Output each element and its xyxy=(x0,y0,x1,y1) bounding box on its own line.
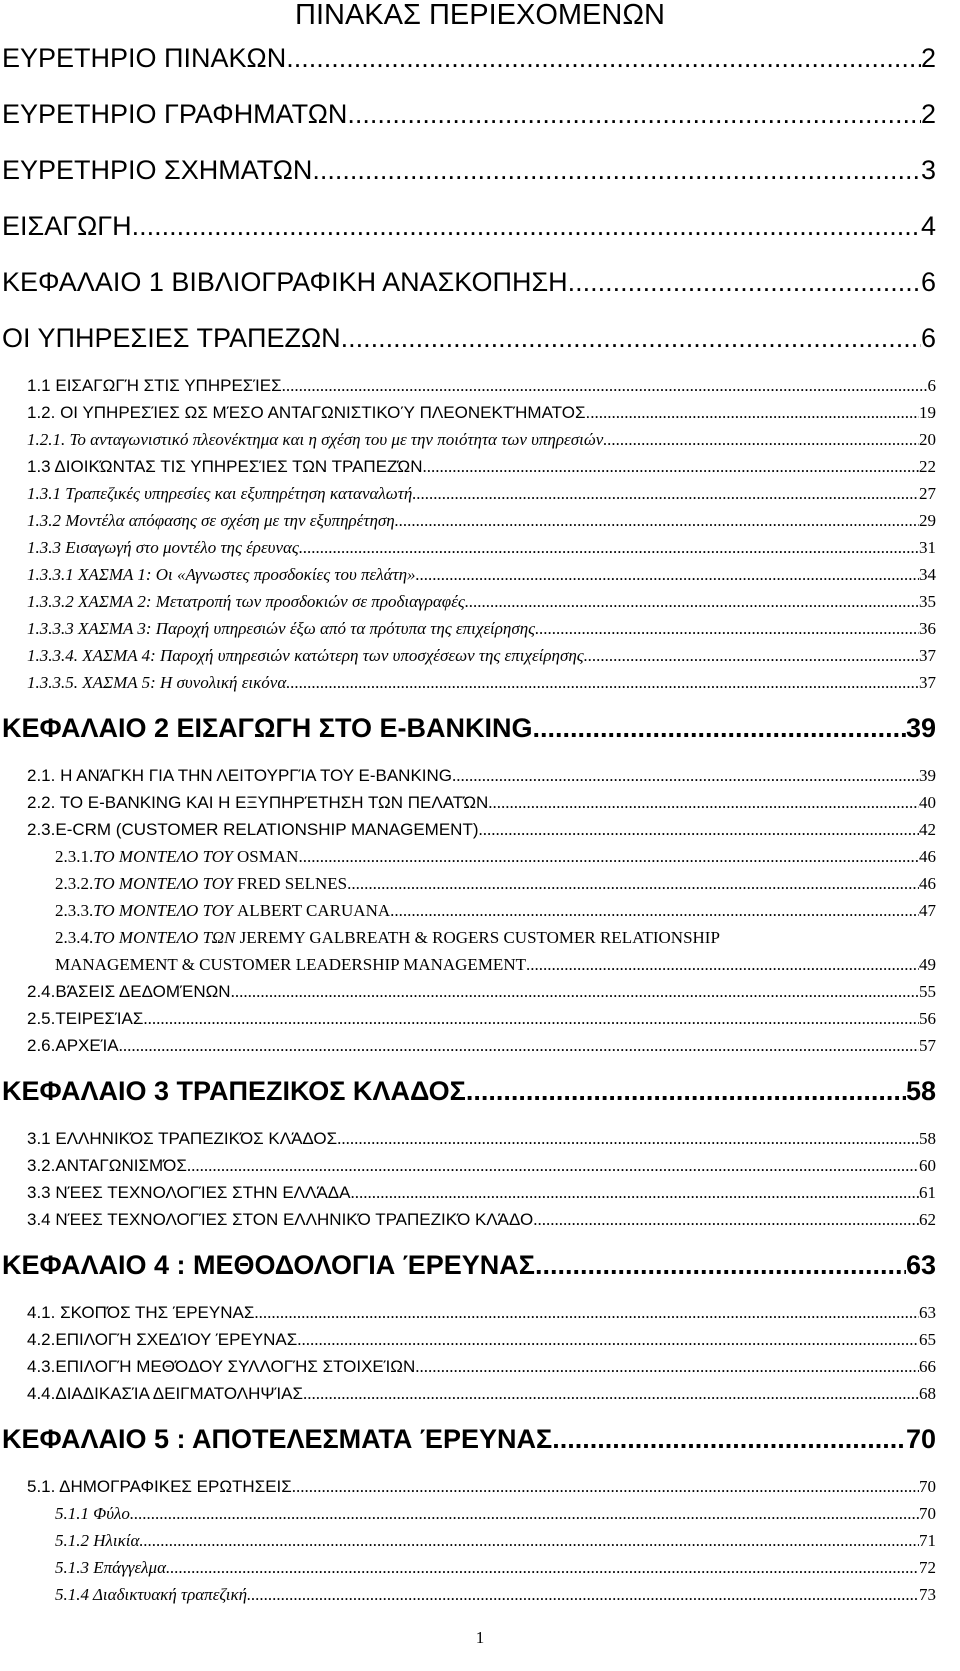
toc-leader xyxy=(395,507,919,534)
toc-leader xyxy=(533,1206,919,1233)
toc-entry[interactable] xyxy=(0,1473,960,1500)
toc-entry-page: 35 xyxy=(919,592,936,611)
toc-leader xyxy=(286,30,921,86)
toc-entry-page: 6 xyxy=(920,267,936,297)
toc-entry-page: 70 xyxy=(905,1424,936,1454)
toc-entry-label: ΕΥΡΕΤΗΡΙΟ ΓΡΑΦΗΜΑΤΩΝ xyxy=(2,99,348,129)
toc-entry-label: 1.1 ΕΙΣΑΓΩΓΉ ΣΤΙΣ ΥΠΗΡΕΣΊΕΣ xyxy=(27,376,282,395)
toc-entry-page: 56 xyxy=(919,1009,936,1028)
toc-entry[interactable] xyxy=(0,762,960,789)
toc-entry-page: 3 xyxy=(920,155,936,185)
toc-entry-page: 66 xyxy=(919,1357,936,1376)
toc-entry-label: 5.1.1 Φύλο xyxy=(55,1504,130,1523)
toc-leader xyxy=(533,698,906,758)
toc-entry-label: 1.3.3.4. ΧΑΣΜΑ 4: Παροχή υπηρεσιών κατώτερη των υποσχέσεων της επιχείρησης xyxy=(27,646,584,665)
toc-leader xyxy=(292,1473,919,1500)
toc-entry-label: ΚΕΦΑΛΑΙΟ 1 ΒΙΒΛΙΟΓΡΑΦΙΚΗ ΑΝΑΣΚΟΠΗΣΗ. xyxy=(2,267,576,297)
toc-entry[interactable]: 2.3.4.ΤΟ ΜΟΝΤΕΛΟ ΤΩΝ JEREMY GALBREATH & ROGERS CUSTOMER RELATIONSHIP xyxy=(55,928,720,947)
toc-leader xyxy=(488,789,919,816)
toc-entry-page: 49 xyxy=(919,955,936,974)
toc-entry[interactable] xyxy=(0,453,960,480)
toc-entry-label: MANAGEMENT & CUSTOMER LEADERSHIP MANAGEMENT xyxy=(55,955,526,974)
toc-entry-label: 1.2. ΟΙ ΥΠΗΡΕΣΊΕΣ ΩΣ ΜΈΣΟ ΑΝΤΑΓΩΝΙΣΤΙΚΟΎ ΠΛΕΟΝΕΚΤΉΜΑΤΟΣ. xyxy=(27,403,591,422)
toc-entry-label: 5.1.4 Διαδικτυακή τραπεζική xyxy=(55,1585,248,1604)
toc-entry-page: 6 xyxy=(927,376,936,395)
toc-entry-label: 5.1.3 Επάγγελμα xyxy=(55,1558,166,1577)
toc-entry-label: 1.3.1 Τραπεζικές υπηρεσίες και εξυπηρέτηση καταναλωτή xyxy=(27,484,413,503)
toc-entry-page: 55 xyxy=(919,982,936,1001)
toc-entry-label: 3.3 ΝΈΕΣ ΤΕΧΝΟΛΟΓΊΕΣ ΣΤΗΝ ΕΛΛΆΔΑ xyxy=(27,1183,351,1202)
toc-entry[interactable] xyxy=(0,669,960,696)
toc-leader xyxy=(286,669,919,696)
toc-entry[interactable] xyxy=(0,1581,960,1608)
toc-entry-page: 47 xyxy=(919,901,936,920)
toc-leader xyxy=(297,1326,919,1353)
toc-entry-label: 2.3.2.ΤΟ ΜΟΝΤΕΛΟ ΤΟΥ FRED SELNES xyxy=(55,874,348,893)
page-number: 1 xyxy=(475,1628,485,1647)
toc-entry[interactable] xyxy=(0,615,960,642)
toc-leader xyxy=(312,142,921,198)
toc-entry[interactable] xyxy=(0,1125,960,1152)
toc-entry-label: ΚΕΦΑΛΑΙΟ 5 : ΑΠΟΤΕΛΕΣΜΑΤΑ ΈΡΕΥΝΑΣ xyxy=(2,1424,553,1454)
toc-entry[interactable] xyxy=(0,372,960,399)
toc-entry[interactable] xyxy=(0,816,960,843)
toc-entry-label: 1.3.3 Εισαγωγή στο μοντέλο της έρευνας xyxy=(27,538,299,557)
toc-entry-label: ΚΕΦΑΛΑΙΟ 2 ΕΙΣΑΓΩΓΗ ΣΤΟ E-BANKING xyxy=(2,713,533,743)
toc-entry[interactable] xyxy=(0,1206,960,1233)
toc-leader xyxy=(526,951,919,978)
toc-entry-label: 4.1. ΣΚΟΠΌΣ ΤΗΣ ΈΡΕΥΝΑΣ xyxy=(27,1303,255,1322)
toc-entry[interactable] xyxy=(0,142,960,198)
toc-entry[interactable] xyxy=(0,1380,960,1407)
toc-entry-page: 63 xyxy=(919,1303,936,1322)
toc-entry-page: 37 xyxy=(919,646,936,665)
toc-entry[interactable] xyxy=(0,507,960,534)
toc-entry-label: ΟΙ ΥΠΗΡΕΣΙΕΣ ΤΡΑΠΕΖΩΝ xyxy=(2,323,341,353)
toc-entry[interactable] xyxy=(0,86,960,142)
toc-leader xyxy=(166,1554,919,1581)
toc-title: ΠΙΝΑΚΑΣ ΠΕΡΙΕΧΟΜΕΝΩΝ xyxy=(295,0,665,31)
toc-entry-page: 42 xyxy=(919,820,936,839)
toc-leader xyxy=(254,1299,919,1326)
toc-entry[interactable] xyxy=(0,1235,960,1295)
toc-leader xyxy=(422,453,919,480)
toc-leader xyxy=(341,310,921,366)
toc-leader xyxy=(584,642,919,669)
toc-entry-page: 46 xyxy=(919,847,936,866)
toc-entry-label: 1.3 ΔΙΟΙΚΏΝΤΑΣ ΤΙΣ ΥΠΗΡΕΣΊΕΣ ΤΩΝ ΤΡΑΠΕΖΏΝ xyxy=(27,457,423,476)
toc-entry[interactable] xyxy=(0,399,960,426)
toc-entry-label: 2.6.ΑΡΧΕΊΑ xyxy=(27,1036,119,1055)
toc-entry[interactable] xyxy=(0,698,960,758)
toc-entry-page: 58 xyxy=(905,1076,936,1106)
toc-entry[interactable] xyxy=(0,426,960,453)
toc-leader xyxy=(416,561,919,588)
toc-entry-label: 4.2.ΕΠΙΛΟΓΉ ΣΧΕΔΊΟΥ ΈΡΕΥΝΑΣ xyxy=(27,1330,298,1349)
toc-entry-page: 37 xyxy=(919,673,936,692)
toc-entry-label: 5.1.2 Ηλικία xyxy=(55,1531,140,1550)
toc-entry-label: 3.2.ΑΝΤΑΓΩΝΙΣΜΌΣ xyxy=(27,1156,187,1175)
toc-entry-label: 4.3.ΕΠΙΛΟΓΉ ΜΕΘΌΔΟΥ ΣΥΛΛΟΓΉΣ ΣΤΟΙΧΕΊΩΝ xyxy=(27,1357,416,1376)
toc-leader xyxy=(187,1152,919,1179)
toc-entry-page: 57 xyxy=(919,1036,936,1055)
toc-entry[interactable] xyxy=(0,480,960,507)
toc-entry-label: ΕΥΡΕΤΗΡΙΟ ΣΧΗΜΑΤΩΝ xyxy=(2,155,313,185)
toc-entry-page: 68 xyxy=(919,1384,936,1403)
toc-entry-label: 2.1. Η ΑΝΆΓΚΗ ΓΙΑ ΤΗΝ ΛΕΙΤΟΥΡΓΊΑ ΤΟΥ E-BANKING xyxy=(27,766,453,785)
toc-leader xyxy=(337,1125,919,1152)
toc-leader xyxy=(347,86,921,142)
toc-leader xyxy=(535,615,919,642)
toc-entry-label: 2.2. ΤΟ E-BANKING ΚΑΙ Η ΕΞΥΠΗΡΈΤΗΣΗ ΤΩΝ ΠΕΛΑΤΏΝ xyxy=(27,793,489,812)
toc-entry-label: 2.3.1.ΤΟ ΜΟΝΤΕΛΟ ΤΟΥ OSMAN xyxy=(55,847,299,866)
toc-entry[interactable] xyxy=(0,1152,960,1179)
toc-leader xyxy=(298,843,919,870)
toc-entry[interactable] xyxy=(0,534,960,561)
toc-entry-label: 2.4.ΒΆΣΕΙΣ ΔΕΔΟΜΈΝΩΝ xyxy=(27,982,231,1001)
toc-entry-page: 6 xyxy=(920,323,936,353)
toc-entry-page: 36 xyxy=(919,619,936,638)
toc-leader xyxy=(575,254,921,310)
toc-leader xyxy=(132,198,921,254)
toc-leader xyxy=(552,1409,906,1469)
toc-leader xyxy=(350,1179,919,1206)
toc-entry-label: 2.3.3.ΤΟ ΜΟΝΤΕΛΟ ΤΟΥ ALBERT CARUANA xyxy=(55,901,391,920)
toc-entry-label: 2.5.ΤΕΙΡΕΣΊΑΣ xyxy=(27,1009,144,1028)
toc-entry-label: ΕΙΣΑΓΩΓΗ xyxy=(2,211,132,241)
toc-leader xyxy=(465,588,919,615)
toc-entry-label: 1.2.1. Το ανταγωνιστικό πλεονέκτημα και η σχέση του με την ποιότητα των υπηρεσιών xyxy=(27,430,604,449)
toc-entry-label: 3.1 ΕΛΛΗΝΙΚΌΣ ΤΡΑΠΕΖΙΚΌΣ ΚΛΆΔΟΣ xyxy=(27,1129,338,1148)
toc-entry-page: 34 xyxy=(919,565,936,584)
toc-leader xyxy=(247,1581,919,1608)
toc-leader xyxy=(347,870,919,897)
toc-leader xyxy=(299,534,919,561)
toc-entry-page: 73 xyxy=(919,1585,936,1604)
toc-entry[interactable] xyxy=(0,1326,960,1353)
toc-entry[interactable] xyxy=(0,642,960,669)
toc-entry-page: 61 xyxy=(919,1183,936,1202)
toc-entry-label: ΚΕΦΑΛΑΙΟ 4 : ΜΕΘΟΔΟΛΟΓΙΑ ΈΡΕΥΝΑΣ xyxy=(2,1250,535,1280)
toc-entry-page: 72 xyxy=(919,1558,936,1577)
toc-entry-page: 29 xyxy=(919,511,936,530)
toc-leader xyxy=(390,897,919,924)
toc-entry[interactable] xyxy=(0,254,960,310)
toc-entry-label: 5.1. ΔΗΜΟΓΡΑΦΙΚΕΣ ΕΡΩΤΗΣΕΙΣ xyxy=(27,1477,292,1496)
toc-entry-page: 39 xyxy=(905,713,936,743)
toc-entry-page: 27 xyxy=(919,484,936,503)
toc-entry-label: ΚΕΦΑΛΑΙΟ 3 ΤΡΑΠΕΖΙΚΟΣ ΚΛΑΔΟΣ xyxy=(2,1076,466,1106)
toc-entry-label: 2.3.E-CRM (CUSTOMER RELATIONSHIP MANAGEMENT) xyxy=(27,820,479,839)
toc-entry-label: 3.4 ΝΈΕΣ ΤΕΧΝΟΛΟΓΊΕΣ ΣΤΟΝ ΕΛΛΗΝΙΚΌ ΤΡΑΠΕΖΙΚΌ ΚΛΆΔΟ xyxy=(27,1210,534,1229)
toc-leader xyxy=(535,1235,906,1295)
toc-leader xyxy=(603,426,919,453)
toc-entry-page: 31 xyxy=(919,538,936,557)
toc-entry-page: 2 xyxy=(920,99,936,129)
toc-leader xyxy=(412,480,919,507)
toc-entry[interactable] xyxy=(0,588,960,615)
toc-entry[interactable] xyxy=(0,843,960,870)
toc-entry[interactable] xyxy=(0,198,960,254)
toc-entry-page: 63 xyxy=(905,1250,936,1280)
toc-entry[interactable] xyxy=(0,1554,960,1581)
toc-entry[interactable] xyxy=(0,310,960,366)
toc-entry[interactable] xyxy=(0,789,960,816)
toc-leader xyxy=(231,978,919,1005)
toc-entry-label: ΕΥΡΕΤΗΡΙΟ ΠΙΝΑΚΩΝ xyxy=(2,43,287,73)
toc-entry[interactable] xyxy=(0,1032,960,1059)
toc-entry[interactable] xyxy=(0,1353,960,1380)
toc-entry[interactable] xyxy=(0,30,960,86)
toc-entry[interactable] xyxy=(0,561,960,588)
toc-entry-page: 2 xyxy=(920,43,936,73)
toc-entry-label: 1.3.3.2 ΧΑΣΜΑ 2: Μετατροπή των προσδοκιών σε προδιαγραφές xyxy=(27,592,465,611)
toc-leader xyxy=(119,1032,919,1059)
toc-entry[interactable] xyxy=(0,1527,960,1554)
toc-entry[interactable] xyxy=(0,1179,960,1206)
toc-entry[interactable] xyxy=(0,1005,960,1032)
toc-leader xyxy=(303,1380,919,1407)
toc-entry[interactable] xyxy=(0,1500,960,1527)
table-of-contents xyxy=(0,30,960,1608)
toc-entry-page: 58 xyxy=(919,1129,936,1148)
toc-leader xyxy=(139,1527,919,1554)
toc-entry-label: 1.3.2 Μοντέλα απόφασης σε σχέση με την εξυπηρέτηση xyxy=(27,511,395,530)
toc-entry-page: 22 xyxy=(919,457,936,476)
toc-entry[interactable] xyxy=(0,897,960,924)
toc-leader xyxy=(452,762,919,789)
toc-leader xyxy=(282,372,928,399)
toc-entry-page: 62 xyxy=(919,1210,936,1229)
toc-entry[interactable] xyxy=(0,1061,960,1121)
toc-leader xyxy=(590,399,919,426)
toc-entry-page: 20 xyxy=(919,430,936,449)
toc-entry-page: 4 xyxy=(920,211,936,241)
toc-entry-page: 46 xyxy=(919,874,936,893)
toc-entry-continued[interactable] xyxy=(0,951,960,978)
toc-leader xyxy=(466,1061,906,1121)
toc-leader xyxy=(143,1005,919,1032)
toc-entry-page: 65 xyxy=(919,1330,936,1349)
toc-entry-page: 39 xyxy=(919,766,936,785)
toc-entry-label: 1.3.3.3 ΧΑΣΜΑ 3: Παροχή υπηρεσιών έξω από τα πρότυπα της επιχείρησης xyxy=(27,619,536,638)
toc-entry-page: 60 xyxy=(919,1156,936,1175)
toc-entry-label: 1.3.3.5. ΧΑΣΜΑ 5: Η συνολική εικόνα xyxy=(27,673,287,692)
toc-entry[interactable] xyxy=(0,1409,960,1469)
toc-leader xyxy=(415,1353,919,1380)
toc-leader xyxy=(479,816,920,843)
toc-entry-label: 4.4.ΔΙΑΔΙΚΑΣΊΑ ΔΕΙΓΜΑΤΟΛΗΨΊΑΣ xyxy=(27,1384,303,1403)
toc-entry-page: 19 xyxy=(919,403,936,422)
toc-leader xyxy=(130,1500,919,1527)
toc-entry-page: 40 xyxy=(919,793,936,812)
toc-entry-page: 70 xyxy=(919,1504,936,1523)
toc-entry[interactable] xyxy=(0,870,960,897)
toc-entry-label: 1.3.3.1 ΧΑΣΜΑ 1: Οι «Αγνωστες προσδοκίες του πελάτη» xyxy=(27,565,416,584)
toc-entry-page: 70 xyxy=(919,1477,936,1496)
toc-entry-page: 71 xyxy=(919,1531,936,1550)
toc-entry[interactable] xyxy=(0,978,960,1005)
toc-entry[interactable] xyxy=(0,1299,960,1326)
